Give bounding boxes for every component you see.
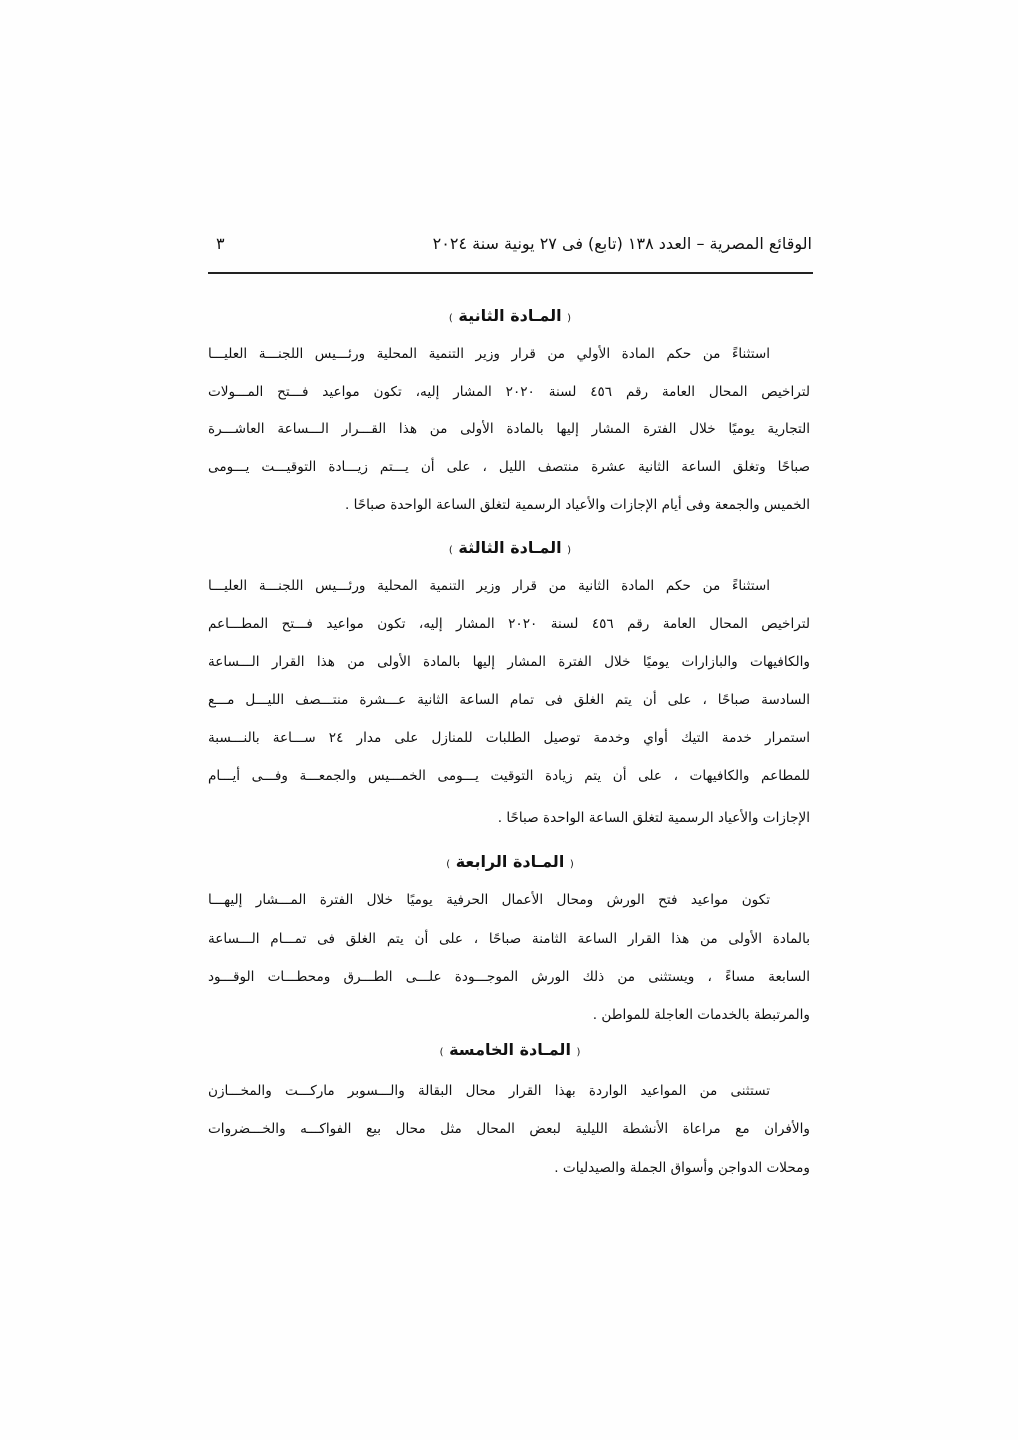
- text-line: استثناءً من حكم المادة الثانية من قرار وزير التنمية المحلية ورئـــيس اللجنـــة العليـــا: [208, 578, 770, 594]
- text-line: والأفران مع مراعاة الأنشطة الليلية لبعض المحال مثل محال بيع الفواكـــه والخـــضروات: [208, 1121, 810, 1137]
- article-heading: [208, 306, 812, 325]
- text-line: استمرار خدمة التيك أواي وخدمة توصيل الطلبات للمنازل على مدار ٢٤ ســـاعة بالنـــسبة: [208, 730, 811, 746]
- text-line: والكافيهات والبازارات يوميًا خلال الفترة المشار إليها بالمادة الأولى من هذا القرار الـــساعة: [208, 654, 810, 670]
- text-line: الإجازات والأعياد الرسمية لتغلق الساعة الواحدة صباحًا .: [497, 810, 810, 826]
- text-line: والمرتبطة بالخدمات العاجلة للمواطن .: [592, 1007, 810, 1023]
- text-line: للمطاعم والكافيهات ، على أن يتم زيادة التوقيت يـــومى الخمـــيس والجمعـــة وفـــى أيـــام: [208, 768, 810, 784]
- bracket: ): [448, 313, 453, 324]
- text-line: بالمادة الأولى من هذا القرار الساعة الثامنة صباحًا ، على أن يتم الغلق فى تمـــام الـــساعة: [208, 931, 810, 947]
- text-line: التجارية يوميًا خلال الفترة المشار إليها بالمادة الأولى من هذا القـــرار الـــساعة العاشـــرة: [208, 421, 810, 437]
- text-line: الخميس والجمعة وفى أيام الإجازات والأعياد الرسمية لتغلق الساعة الواحدة صباحًا .: [344, 497, 810, 513]
- bracket: (: [567, 545, 572, 556]
- text-line: تكون مواعيد فتح الورش ومحال الأعمال الحرفية يوميًا خلال الفترة المـــشار إليهـــا: [208, 892, 770, 908]
- bracket: (: [567, 313, 572, 324]
- text-line: ومحلات الدواجن وأسواق الجملة والصيدليات .: [554, 1160, 810, 1176]
- bracket: ): [446, 859, 451, 870]
- header-divider: [208, 272, 813, 274]
- bracket: (: [576, 1047, 581, 1058]
- page-header: [208, 234, 812, 262]
- text-line: لتراخيص المحال العامة رقم ٤٥٦ لسنة ٢٠٢٠ المشار إليه، تكون مواعيد فـــتح المطـــاعم: [208, 616, 810, 632]
- article-heading-text: المـادة الثانية: [458, 306, 562, 325]
- bracket: (: [569, 859, 574, 870]
- text-line: صباحًا وتغلق الساعة الثانية عشرة منتصف الليل ، على أن يـــتم زيـــادة التوقيـــت يـــومى: [208, 459, 810, 475]
- article-heading: [208, 538, 812, 557]
- text-line: السادسة صباحًا ، على أن يتم الغلق فى تمام الساعة الثانية عـــشرة منتـــصف الليـــل مـــع: [208, 692, 810, 708]
- article-heading: [208, 852, 812, 871]
- article-heading: [208, 1040, 812, 1059]
- gazette-title: الوقائع المصرية – العدد ١٣٨ (تابع) فى ٢٧ يونية سنة ٢٠٢٤: [432, 234, 812, 253]
- bracket: ): [439, 1047, 444, 1058]
- article-heading-text: المـادة الثالثة: [458, 538, 562, 557]
- article-heading-text: المـادة الخامسة: [449, 1040, 571, 1059]
- page-number: ٣: [216, 234, 225, 253]
- text-line: السابعة مساءً ، ويستثنى من ذلك الورش الموجـــودة علـــى الطـــرق ومحطـــات الوقـــود: [208, 969, 810, 985]
- text-line: لتراخيص المحال العامة رقم ٤٥٦ لسنة ٢٠٢٠ المشار إليه، تكون مواعيد فـــتح المـــولات: [208, 384, 810, 400]
- bracket: ): [448, 545, 453, 556]
- article-heading-text: المـادة الرابعة: [455, 852, 565, 871]
- text-line: استثناءً من حكم المادة الأولي من قرار وزير التنمية المحلية ورئـــيس اللجنـــة العليـــا: [208, 346, 770, 362]
- text-line: تستثنى من المواعيد الواردة بهذا القرار محال البقالة والـــسوبر ماركـــت والمخـــازن: [208, 1083, 770, 1099]
